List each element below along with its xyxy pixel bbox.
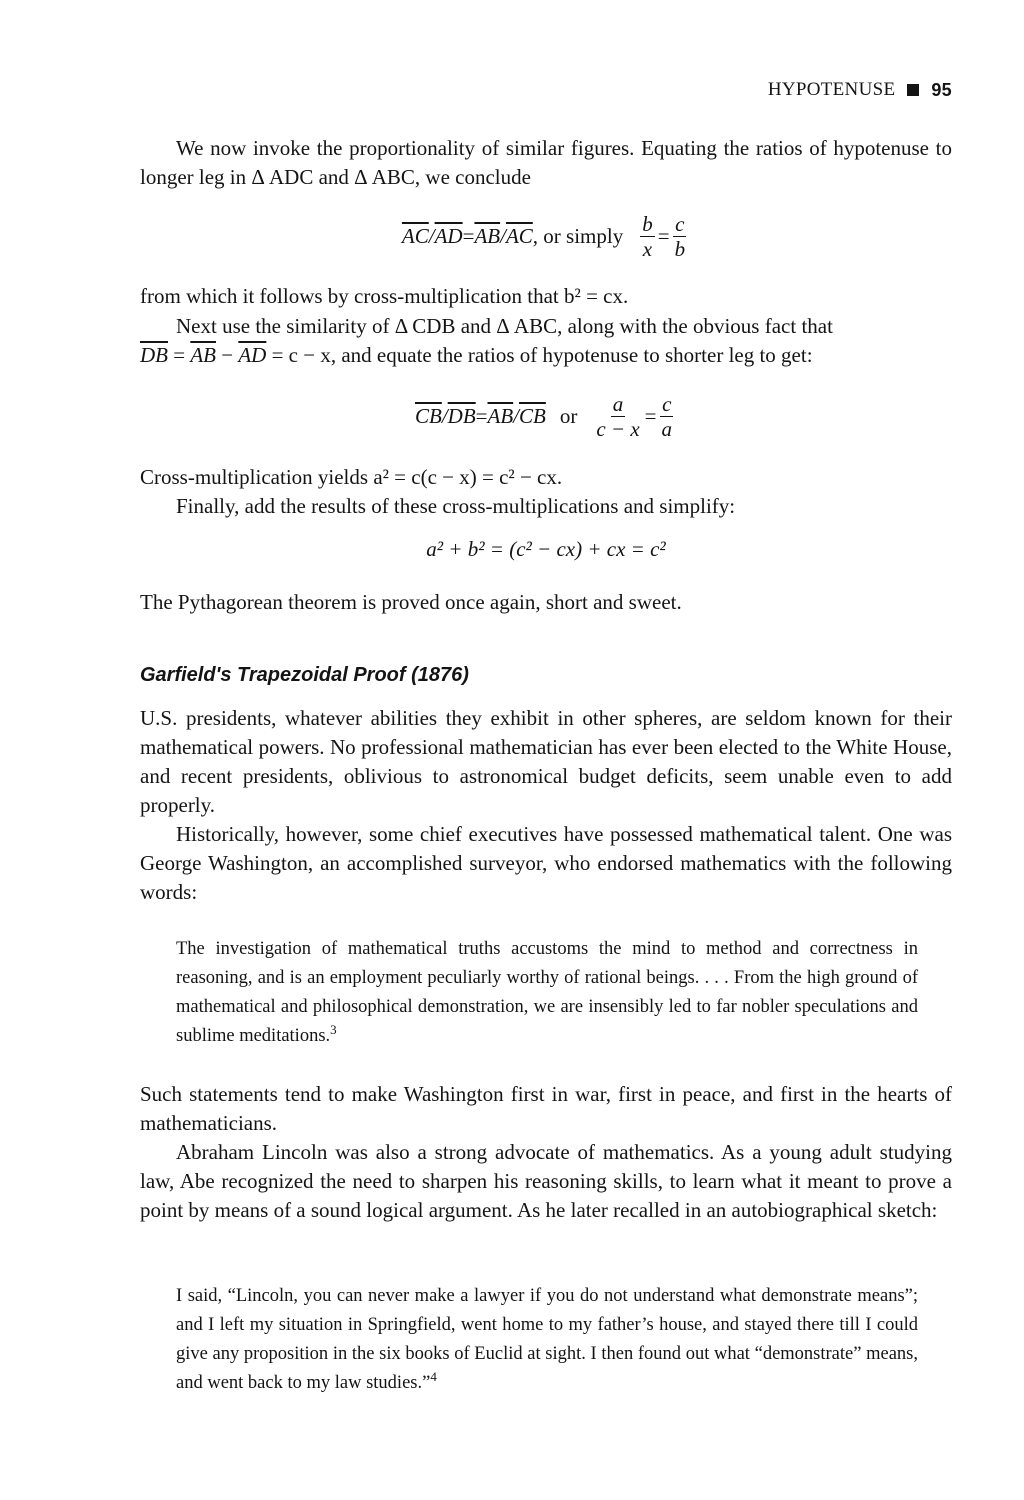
segment-cb: $\overline{CB}$: [519, 404, 546, 428]
segment-ac: $\overline{AC}$: [505, 224, 533, 248]
equals-sign: =: [644, 404, 657, 428]
segment-ab: $\overline{AB}$: [474, 224, 501, 248]
paragraph-add-results: Finally, add the results of these cross-multiplications and simplify:: [176, 494, 736, 518]
equals-sign: =: [475, 404, 488, 428]
or-word: or: [559, 404, 578, 428]
square-bullet-icon: [907, 84, 919, 96]
segment-ad: $\overline{AD}$: [238, 343, 267, 367]
section-heading: Garfield's Trapezoidal Proof (1876): [140, 664, 469, 686]
paragraph-cross-multiplication-1: from which it follows by cross-multiplication that b² = cx.: [140, 284, 629, 308]
slash: /: [441, 404, 448, 428]
footnote-marker: 3: [330, 1021, 337, 1037]
paragraph-washington: Historically, however, some chief executives have possessed mathematical talent. One was George Washington, an accomplished surveyor, who endorsed mathematics with the following words:: [140, 822, 952, 904]
minus-sign: −: [216, 343, 239, 367]
segment-ac: $\overline{AC}$: [401, 224, 429, 248]
running-header: [768, 78, 952, 102]
segment-db: $\overline{DB}$: [447, 404, 476, 428]
segment-db: $\overline{DB}$: [140, 343, 168, 367]
slash: /: [428, 224, 435, 248]
slash: /: [513, 404, 520, 428]
fraction-numerator: b: [642, 212, 653, 236]
quote-text: I said, “Lincoln, you can never make a lawyer if you do not understand what demonstrate means”; and I left my situation in Springfield, went home to my father’s house, and stayed there till I could give any proposition in the six books of Euclid at sight. I then found out what “demonstrate” means, and went back to my law studies.”: [176, 1286, 918, 1393]
paragraph-cross-multiplication-2: Cross-multiplication yields a² = c(c − x) = c² − cx.: [140, 465, 563, 489]
fraction-denominator: a: [661, 417, 673, 441]
equation-pythagorean: [140, 535, 952, 564]
fraction-c-over-a: [660, 392, 675, 441]
paragraph-presidents: U.S. presidents, whatever abilities they exhibit in other spheres, are seldom known for their mathematical powers. No professional mathematician has ever been elected to the White House, and recent presidents, oblivious to astronomical budget deficits, seem unable even to add properly.: [140, 706, 952, 817]
fraction-denominator: x: [642, 237, 653, 261]
fraction-numerator: c: [662, 392, 672, 416]
running-title: HYPOTENUSE: [767, 79, 896, 100]
paragraph-washington-statements: Such statements tend to make Washington first in war, first in peace, and first in the hearts of mathematicians.: [140, 1082, 952, 1135]
page-number: 95: [931, 80, 952, 100]
fraction-b-over-x: [640, 212, 655, 261]
equation-text: , or simply: [532, 224, 624, 248]
footnote-marker: 4: [430, 1368, 437, 1384]
equals-sign: =: [462, 224, 475, 248]
paragraph-similarity-cdb-line2: [140, 341, 952, 370]
segment-ad: $\overline{AD}$: [434, 224, 463, 248]
slash: /: [500, 224, 506, 248]
segment-cb: $\overline{CB}$: [414, 404, 442, 428]
paragraph-lincoln: Abraham Lincoln was also a strong advocate of mathematics. As a young adult studying law, Abe recognized the need to sharpen his reasoning skills, to learn what it meant to prove a point by means of a sound logical argument. As he later recalled in an autobiographical sketch:: [140, 1140, 952, 1222]
segment-ab: $\overline{AB}$: [190, 343, 216, 367]
segment-ab: $\overline{AB}$: [487, 404, 514, 428]
paragraph-similarity-cdb-line1: Next use the similarity of Δ CDB and Δ ABC, along with the obvious fact that: [176, 314, 833, 338]
pythagorean-identity: a² + b² = (c² − cx) + cx = c²: [426, 537, 666, 561]
fraction-numerator: a: [612, 392, 624, 416]
quote-text: The investigation of mathematical truths accustoms the mind to method and correctness in reasoning, and is an employment peculiarly worthy of rational beings. . . . From the high ground of mathematical and philosophical demonstration, we are insensibly led to far nobler speculations and sublime meditations.: [176, 939, 918, 1046]
fraction-a-over-c-minus-x: [594, 392, 641, 441]
equals-sign: =: [168, 343, 191, 367]
equation-ratio-1: [140, 212, 952, 261]
equals-sign: =: [657, 224, 670, 248]
paragraph-similar-figures: We now invoke the proportionality of similar figures. Equating the ratios of hypotenuse to longer leg in Δ ADC and Δ ABC, we conclude: [140, 136, 952, 189]
fraction-numerator: c: [675, 212, 685, 236]
equation-ratio-2: [140, 392, 952, 441]
quote-washington: [176, 935, 918, 1051]
paragraph-proved: The Pythagorean theorem is proved once again, short and sweet.: [140, 590, 682, 614]
quote-lincoln: [176, 1282, 918, 1398]
fraction-denominator: c − x: [596, 417, 640, 441]
fraction-c-over-b: [673, 212, 688, 261]
sentence-rest: = c − x, and equate the ratios of hypotenuse to shorter leg to get:: [266, 343, 813, 367]
fraction-denominator: b: [674, 237, 686, 261]
